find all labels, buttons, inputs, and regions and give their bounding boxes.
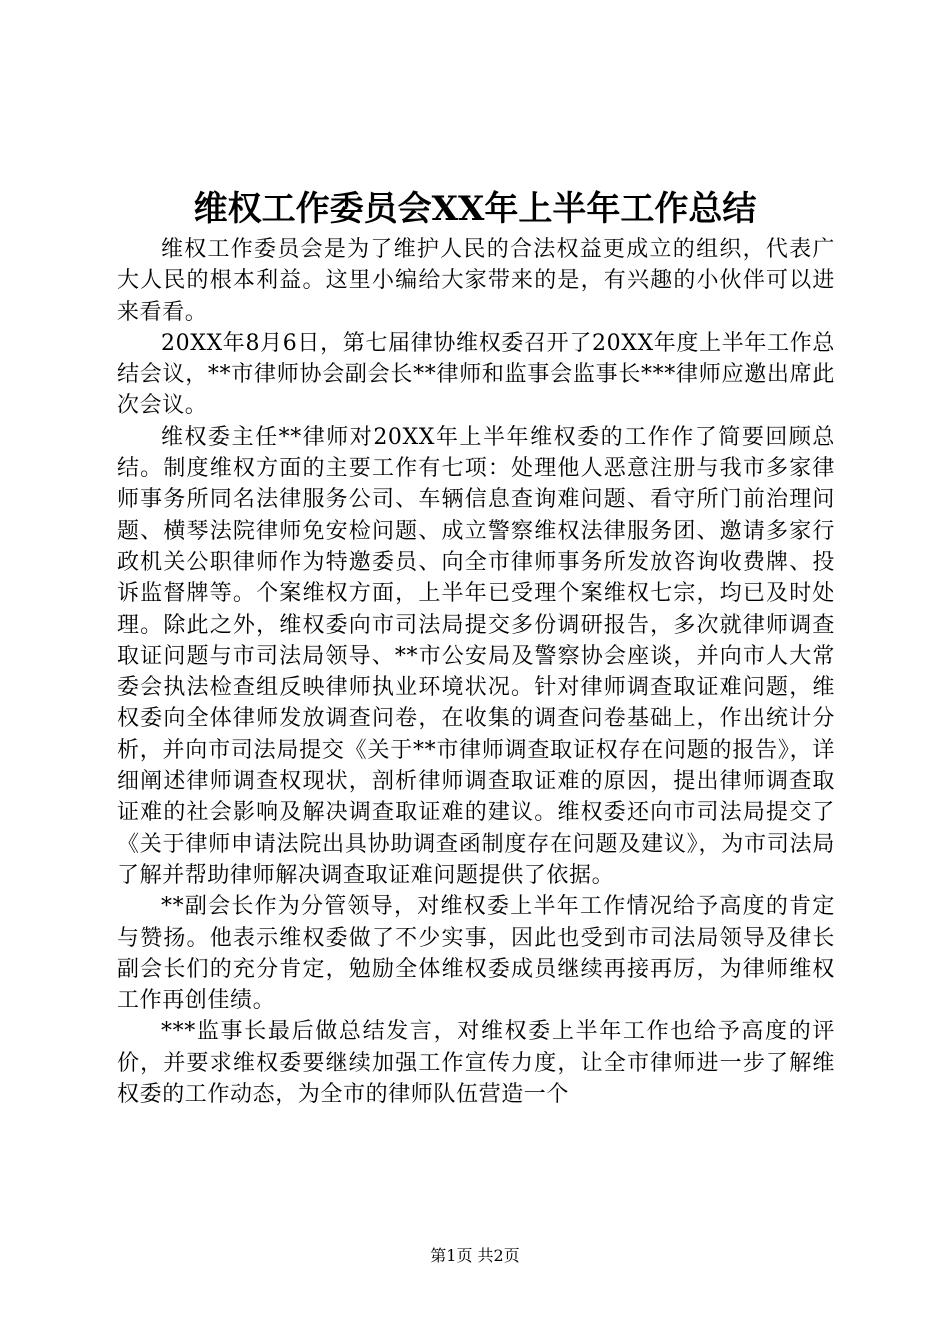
paragraph-review: 维权委主任**律师对20XX年上半年维权委的工作作了简要回顾总结。制度维权方面的主要工作有七项：处理他人恶意注册与我市多家律师事务所同名法律服务公司、车辆信息查询难问题、看守所门前治理问题、横琴法院律师免安检问题、成立警察维权法律服务团、邀请多家行政机关公职律师作为特邀委员、向全市律师事务所发放咨询收费牌、投诉监督牌等。个案维权方面，上半年已受理个案维权七宗，均已及时处理。除此之外，维权委向市司法局提交多份调研报告，多次就律师调查取证问题与市司法局领导、**市公安局及警察协会座谈，并向市人大常委会执法检查组反映律师执业环境状况。针对律师调查取证难问题，维权委向全体律师发放调查问卷，在收集的调查问卷基础上，作出统计分析，并向市司法局提交《关于**市律师调查取证权存在问题的报告》，详细阐述律师调查权现状，剖析律师调查取证难的原因，提出律师调查取证难的社会影响及解决调查取证难的建议。维权委还向市司法局提交了《关于律师申请法院出具协助调查函制度存在问题及建议》，为市司法局了解并帮助律师解决调查取证难问题提供了依据。 — [117, 424, 835, 888]
paragraph-intro: 维权工作委员会是为了维护人民的合法权益更成立的组织，代表广大人民的根本利益。这里小编给大家带来的是，有兴趣的小伙伴可以进来看看。 — [117, 237, 835, 325]
paragraph-meeting: 20XX年8月6日，第七届律协维权委召开了20XX年度上半年工作总结会议，**市律师协会副会长**律师和监事会监事长***律师应邀出席此次会议。 — [117, 330, 835, 419]
document-title: 维权工作委员会XX年上半年工作总结 — [193, 189, 757, 229]
page-number-footer: 第1页 共2页 — [430, 1246, 520, 1265]
paragraph-supervisor: ***监事长最后做总结发言，对维权委上半年工作也给予高度的评价，并要求维权委要继续加强工作宣传力度，让全市律师进一步了解维权委的工作动态，为全市的律师队伍营造一个 — [117, 1019, 835, 1108]
paragraph-vice-president: **副会长作为分管领导，对维权委上半年工作情况给予高度的肯定与赞扬。他表示维权委做了不少实事，因此也受到市司法局领导及律长副会长们的充分肯定，勉励全体维权委成员继续再接再厉，为律师维权工作再创佳绩。 — [117, 894, 835, 1014]
document-body — [117, 234, 835, 1110]
